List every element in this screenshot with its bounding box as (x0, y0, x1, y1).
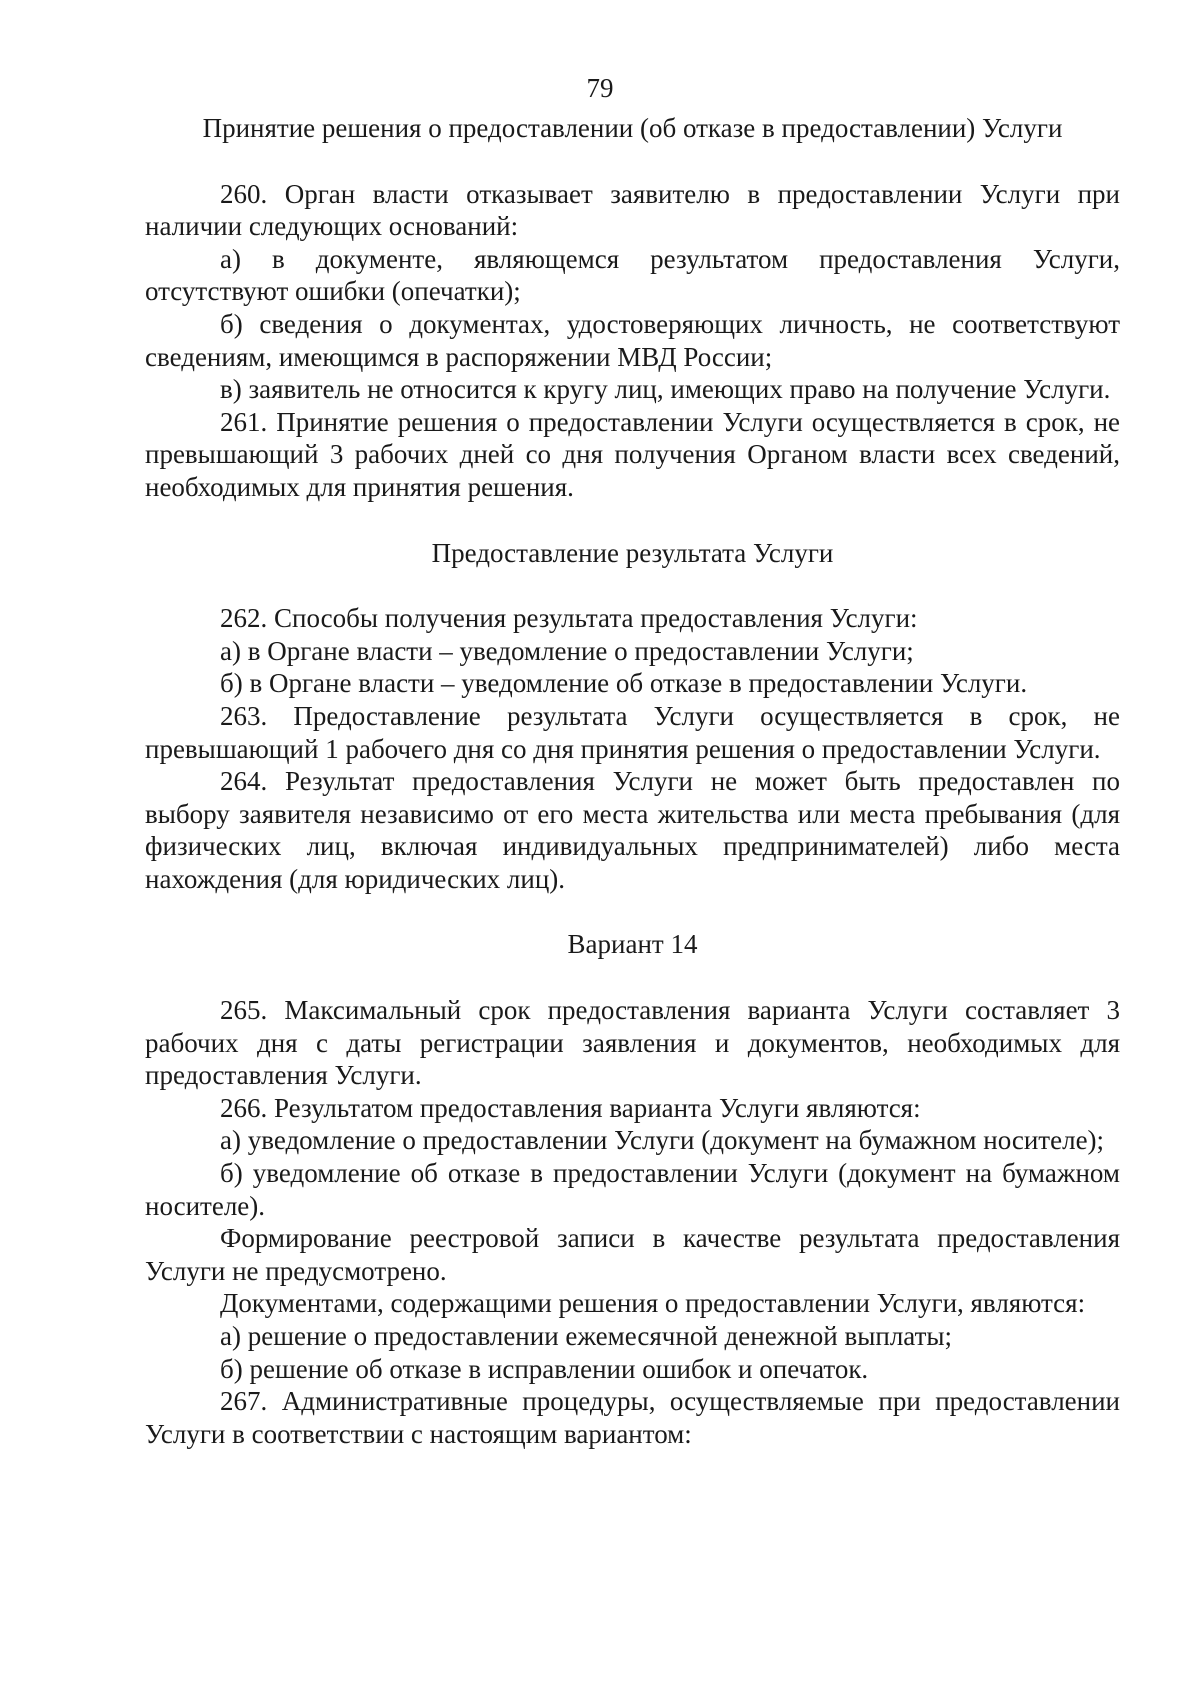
paragraph: а) решение о предоставлении ежемесячной денежной выплаты; (220, 1321, 953, 1351)
paragraph: 264. Результат предоставления Услуги не может быть предоставлен по выбору заявителя независимо от его места жительства или места пребывания (для физических лиц, включая индивидуальных предпринимателей) либо места нахождения (для юридических лиц). (145, 766, 1120, 894)
paragraph: в) заявитель не относится к кругу лиц, имеющих право на получение Услуги. (220, 374, 1111, 405)
paragraph: 262. Способы получения результата предоставления Услуги: (220, 603, 918, 634)
paragraph: 260. Орган власти отказывает заявителю в предоставлении Услуги при наличии следующих оснований: (145, 178, 1120, 242)
page-number: 79 (586, 73, 614, 103)
paragraph: 267. Административные процедуры, осуществляемые при предоставлении Услуги в соответствии с настоящим вариантом: (145, 1386, 1120, 1449)
paragraph: 266. Результатом предоставления варианта Услуги являются: (220, 1092, 921, 1123)
paragraph: а) в Органе власти – уведомление о предоставлении Услуги; (220, 635, 914, 666)
section-heading: Предоставление результата Услуги (431, 537, 834, 568)
paragraph: Формирование реестровой записи в качестве результата предоставления Услуги не предусмотрено. (145, 1223, 1120, 1286)
paragraph: б) решение об отказе в исправлении ошибок и опечаток. (220, 1353, 869, 1384)
paragraph: 261. Принятие решения о предоставлении Услуги осуществляется в срок, не превышающий 3 рабочих дней со дня получения Органом власти всех сведений, необходимых для принятия решения. (145, 406, 1120, 502)
paragraph: а) уведомление о предоставлении Услуги (документ на бумажном носителе); (220, 1125, 1105, 1156)
paragraph: Документами, содержащими решения о предоставлении Услуги, являются: (220, 1288, 1086, 1319)
section-heading: Принятие решения о предоставлении (об отказе в предоставлении) Услуги (202, 113, 1063, 143)
paragraph: б) сведения о документах, удостоверяющих личность, не соответствуют сведениям, имеющимся в распоряжении МВД России; (145, 308, 1120, 372)
paragraph: 263. Предоставление результата Услуги осуществляется в срок, не превышающий 1 рабочего дня со дня принятия решения о предоставлении Услуги. (145, 700, 1120, 764)
paragraph: б) в Органе власти – уведомление об отказе в предоставлении Услуги. (220, 668, 1028, 699)
paragraph: б) уведомление об отказе в предоставлении Услуги (документ на бумажном носителе). (145, 1158, 1120, 1221)
document-body (145, 112, 1120, 1450)
paragraph: 265. Максимальный срок предоставления варианта Услуги составляет 3 рабочих дня с даты регистрации заявления и документов, необходимых для предоставления Услуги. (145, 995, 1120, 1091)
section-heading: Вариант 14 (567, 929, 698, 960)
paragraph: а) в документе, являющемся результатом предоставления Услуги, отсутствуют ошибки (опечатки); (145, 243, 1120, 307)
